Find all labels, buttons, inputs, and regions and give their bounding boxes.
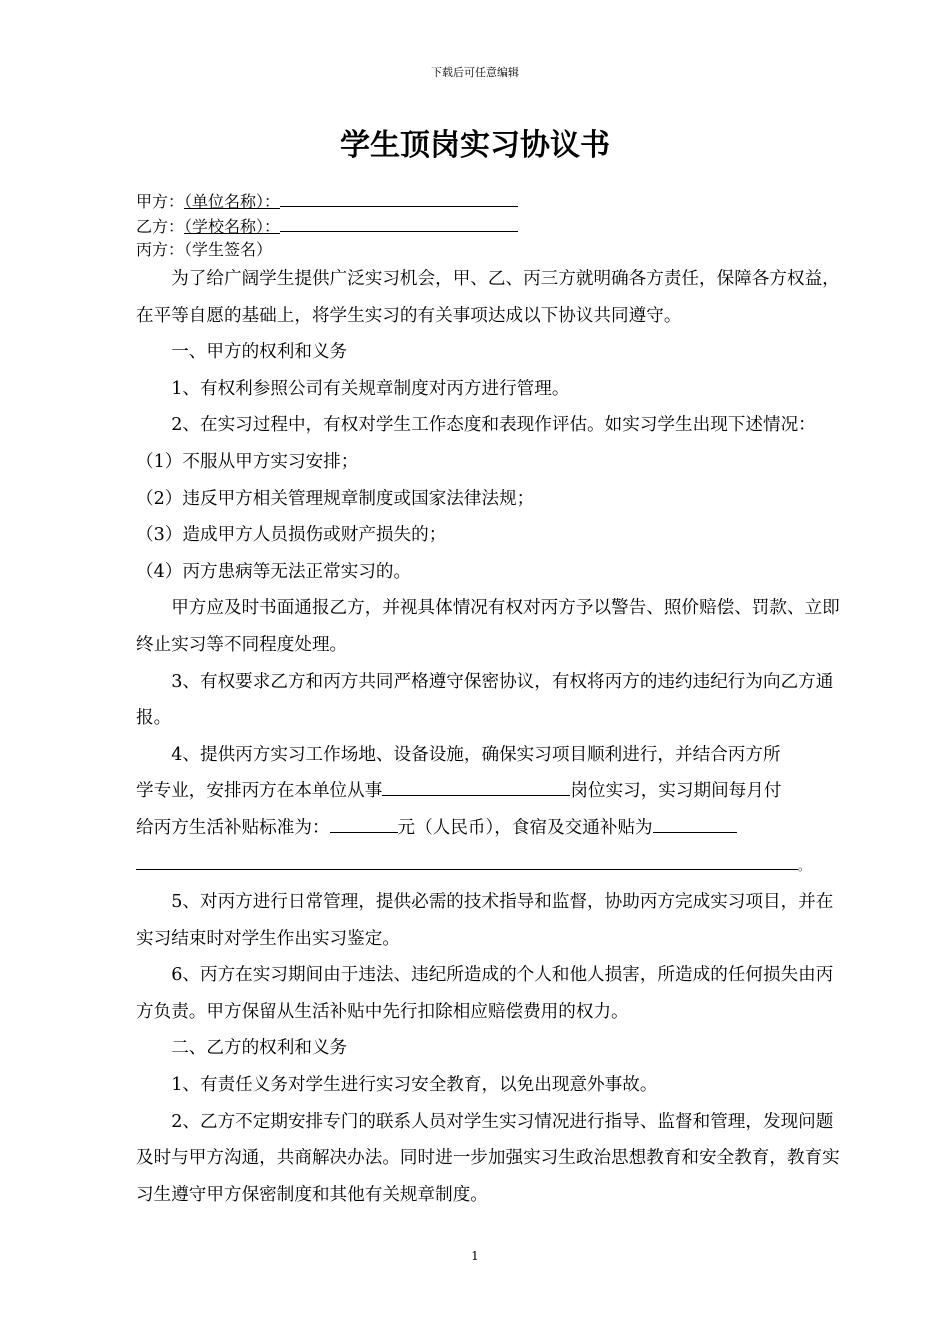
item-4-line-2-text-a: 学专业，安排丙方在本单位从事 — [136, 781, 383, 802]
allowance-amount-blank — [330, 816, 398, 833]
section-1-sub-item-1: （1）不服从甲方实习安排； — [136, 451, 359, 472]
party-c-line — [136, 239, 272, 261]
party-a-field-label: （单位名称）： — [184, 192, 281, 211]
section-1-sub-item-3: （3）造成甲方人员损伤或财产损失的； — [136, 525, 447, 546]
intro-paragraph: 为了给广阔学生提供广泛实习机会，甲、乙、丙三方就明确各方责任，保障各方权益，在平等自愿的基础上，将学生实习的有关事项达成以下协议共同遵守。 — [136, 269, 840, 326]
party-b-field-label: （学校名称）： — [184, 217, 281, 236]
section-1-item-5: 5、对丙方进行日常管理，提供必需的技术指导和监督，协助丙方完成实习项目，并在实习结束时对学生作出实习鉴定。 — [136, 892, 834, 949]
page-header-note: 下载后可任意编辑 — [431, 66, 519, 79]
party-b-label: 乙方： — [136, 217, 185, 236]
party-c-label: 丙方： — [136, 240, 185, 259]
section-2-heading: 二、乙方的权利和义务 — [171, 1038, 348, 1059]
item-4-line-2-text-b: 岗位实习，实习期间每月付 — [570, 781, 782, 802]
party-a-blank — [280, 190, 518, 207]
section-1-item-1: 1、有权利参照公司有关规章制度对丙方进行管理。 — [171, 378, 570, 399]
agreement-body — [136, 261, 846, 1213]
section-1-item-2: 2、在实习过程中，有权对学生工作态度和表现作评估。如实习学生出现下述情况： — [171, 415, 816, 436]
section-1-sub-item-4: （4）丙方患病等无法正常实习的。 — [136, 561, 412, 582]
section-1-notify-paragraph: 甲方应及时书面通报乙方，并视具体情况有权对丙方予以警告、照价赔偿、罚款、立即终止实习等不同程度处理。 — [136, 598, 840, 655]
section-1-item-4-line-1: 4、提供丙方实习工作场地、设备设施，确保实习项目顺利进行，并结合丙方所 — [171, 744, 781, 765]
section-2-item-1: 1、有责任义务对学生进行实习安全教育，以免出现意外事故。 — [171, 1075, 658, 1096]
section-1-item-6: 6、丙方在实习期间由于违法、违纪所造成的个人和他人损害，所造成的任何损失由丙方负责。甲方保留从生活补贴中先行扣除相应赔偿费用的权力。 — [136, 965, 834, 1022]
section-1-item-4-line-2 — [136, 773, 846, 810]
meal-transport-allowance-blank — [653, 816, 737, 833]
section-1-sub-item-2: （2）违反甲方相关管理规章制度或国家法律法规； — [136, 488, 535, 509]
section-1-heading: 一、甲方的权利和义务 — [171, 342, 348, 363]
section-1-item-4-line-4 — [136, 847, 846, 885]
party-a-line — [136, 190, 518, 213]
position-blank — [382, 779, 570, 796]
document-title: 学生顶岗实习协议书 — [340, 128, 610, 163]
party-b-line — [136, 215, 518, 238]
party-c-field-label: （学生签名） — [184, 240, 273, 259]
item-4-line-3-text-a: 给丙方生活补贴标准为： — [136, 817, 330, 838]
page-number: 1 — [471, 1249, 479, 1263]
party-a-label: 甲方： — [136, 192, 185, 211]
item-4-end-period: 。 — [798, 858, 811, 873]
party-b-blank — [280, 215, 518, 232]
allowance-continuation-blank — [136, 853, 798, 870]
section-1-item-4-line-3 — [136, 810, 846, 847]
section-1-item-3: 3、有权要求乙方和丙方共同严格遵守保密协议，有权将丙方的违约违纪行为向乙方通报。 — [136, 671, 834, 729]
section-2-item-2: 2、乙方不定期安排专门的联系人员对学生实习情况进行指导、监督和管理，发现问题及时与甲方沟通，共商解决办法。同时进一步加强实习生政治思想教育和安全教育，教育实习生遵守甲方保密制度和其他有关规章制度。 — [136, 1111, 840, 1205]
item-4-line-3-text-b: 元（人民币），食宿及交通补贴为 — [397, 817, 653, 838]
